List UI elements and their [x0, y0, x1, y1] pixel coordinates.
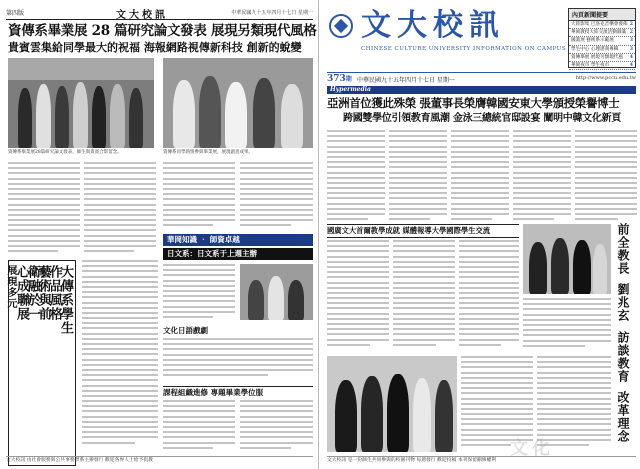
lead-column-5 [575, 130, 637, 220]
left-footer: 文大校訊 由社會服務與公共事務學系主辦發行 歡迎各界人士給予指教 [6, 456, 313, 464]
students-exhibition-photo [163, 58, 313, 148]
box-heading-2: 課程組織進修 專題畢業學位服 [163, 386, 313, 398]
vertical-headline-line: 劉兆玄 [616, 283, 630, 322]
photo1-caption: 資傳系畢業展28篇研究論文發表，師生與貴賓合影留念。 [8, 150, 122, 155]
vertical-headline-line: 展現多元 [5, 265, 16, 309]
left-page [0, 0, 319, 469]
section-bar-second: 日文系：日文系于上週主辦 [163, 248, 313, 260]
issue-bar [327, 72, 636, 84]
right-headline: 亞洲首位獲此殊榮 張董事長榮膺韓國安東大學頒授榮譽博士 [327, 96, 620, 110]
left-headline: 資傳系畢業展 28 篇研究論文發表 展現另類現代風格 [8, 23, 317, 39]
right-subheadline: 跨國雙學位引領教育風潮 金泳三總統官邸設宴 闡明中韓文化新頁 [343, 113, 621, 124]
box-heading-1: 文化日語戲劇 [163, 326, 208, 335]
exhibition-group-photo [8, 58, 154, 148]
lower-column-1 [327, 240, 389, 352]
vertical-headline-line: 訪談教育 [616, 331, 630, 383]
issue-date: 中華民國九十五年四月十七日 星期一 [357, 77, 455, 84]
right-page [321, 0, 640, 469]
university-emblem-icon [329, 14, 353, 38]
lower-column-4 [523, 298, 611, 352]
toc-item[interactable]: 國畫展 藝術系示範展 3 [569, 37, 635, 45]
vertical-headline-line: 藝術與前 [36, 265, 51, 321]
interview-group-photo [327, 356, 457, 452]
story-column-7 [163, 338, 313, 382]
toc-title: 內頁新聞提要 [569, 9, 635, 21]
masthead-english: CHINESE CULTURE UNIVERSITY INFORMATION ON CAMPUS [361, 46, 567, 52]
article-column-3 [163, 162, 235, 230]
toc-item[interactable]: 資傳畢展 展現另類現代風 4 [569, 54, 635, 62]
story-column-5 [82, 260, 158, 454]
section-bar-top: 華岡知識 ‧ 師資卓越 [163, 234, 313, 246]
vertical-headline-line: 衛融於一 [25, 265, 40, 321]
article-column-1 [8, 162, 80, 256]
toc-item[interactable]: 華岡夜市 學生夜市 4 [569, 62, 635, 70]
hypermedia-bar [327, 86, 636, 94]
vertical-headline-line: 心成聯展 [14, 265, 29, 321]
article-column-2 [84, 162, 156, 256]
photo2-caption: 資傳系同學熱情參與畢業展，展現創意成果。 [163, 150, 253, 155]
vertical-headline-box [5, 260, 76, 466]
vertical-headline-line: 作品風格 [47, 265, 62, 321]
left-masthead: 文大校訊 [116, 10, 168, 21]
masthead [327, 8, 567, 68]
website-link[interactable]: http://www.pccu.edu.tw [575, 75, 636, 81]
watermark-text: 文化 [510, 438, 554, 459]
story-column-8 [163, 400, 235, 454]
right-footer: 文大校訊 是一份師生共同參與的校園刊物 每週發行 歡迎投稿 本刊保留刪修權利 [327, 456, 636, 464]
vertical-headline-line: 大傳系學生 [58, 265, 73, 335]
story-column-9 [240, 400, 313, 454]
lead-column-1 [327, 130, 385, 220]
vertical-headline-right [615, 223, 637, 451]
hypermedia-label: Hypermedia [330, 86, 371, 93]
left-subheadline: 貴賓雲集給同學最大的祝福 海報網路視傳新科技 創新的蛻變 [8, 41, 302, 54]
lead-column-2 [389, 130, 447, 220]
inner-headline: 國廣文大首爾教學成就 媒體報導大學國際學生交流 [327, 224, 519, 238]
ceremony-photo [523, 224, 611, 294]
toc-item[interactable]: 華岡教授大陸交流活動圓滿 2 [569, 29, 635, 37]
left-page-header [6, 6, 313, 20]
story-column-6 [163, 264, 235, 324]
toc-item[interactable]: 學生中心 心理諮商專輯 3 [569, 46, 635, 54]
masthead-title: 文大校訊 [361, 8, 505, 43]
lower-column-2 [393, 240, 455, 352]
drama-class-photo [240, 264, 313, 320]
page-number: 第四版 [6, 10, 25, 17]
lead-column-4 [513, 130, 571, 220]
issue-number: 373期 [327, 74, 352, 84]
lower-column-3 [459, 240, 519, 352]
toc-item[interactable]: 大陸影集 巴洛克音樂會發佈 2 [569, 21, 635, 29]
table-of-contents [568, 8, 636, 68]
vertical-headline-line: 改革理念 [616, 391, 630, 443]
left-date: 中華民國九十五年四月十七日 星期一 [231, 10, 313, 16]
article-column-4 [240, 162, 313, 230]
lead-column-3 [451, 130, 509, 220]
vertical-headline-line: 前全教長 [616, 223, 630, 275]
